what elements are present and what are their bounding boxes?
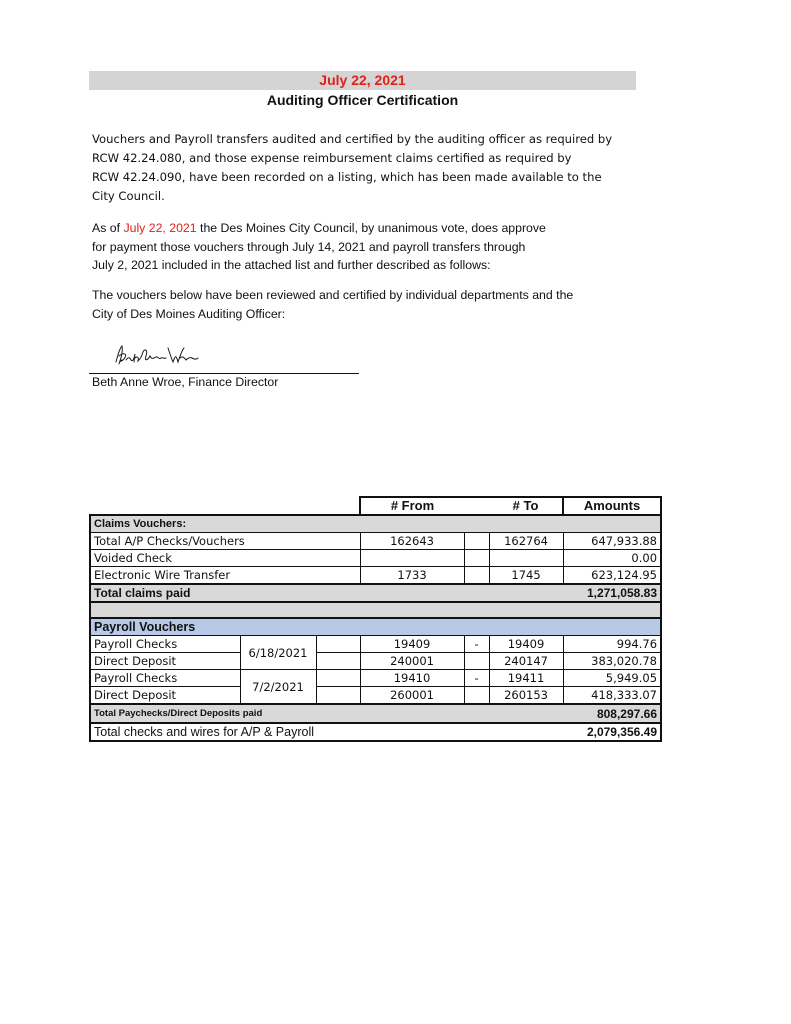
date-banner: July 22, 2021 <box>89 71 636 90</box>
text-line: RCW 42.24.080, and those expense reimbursement claims certified as required by <box>92 151 572 165</box>
section-header-payroll: Payroll Vouchers <box>90 618 661 636</box>
signature-line <box>89 373 359 374</box>
row-to: 19409 <box>489 636 563 653</box>
text-line: City Council. <box>92 189 165 203</box>
table-row <box>90 687 661 705</box>
claims-total-label: Total claims paid <box>90 584 563 602</box>
row-from: 240001 <box>360 653 464 670</box>
row-label: Payroll Checks <box>90 636 240 653</box>
claims-header-row <box>90 515 661 533</box>
text-line: RCW 42.24.090, have been recorded on a listing, which has been made available to the <box>92 170 602 184</box>
pay-date: 6/18/2021 <box>240 636 316 670</box>
row-to: 240147 <box>489 653 563 670</box>
row-label: Total A/P Checks/Vouchers <box>90 533 360 550</box>
row-dash: - <box>464 636 489 653</box>
payroll-total-label: Total Paychecks/Direct Deposits paid <box>90 704 563 723</box>
row-dash: - <box>464 670 489 687</box>
text-line: for payment those vouchers through July 14, 2021 and payroll transfers through <box>92 239 526 254</box>
text-fragment: the Des Moines City Council, by unanimous vote, does approve <box>196 221 546 235</box>
pay-date: 7/2/2021 <box>240 670 316 705</box>
row-amount: 418,333.07 <box>563 687 661 705</box>
row-amount: 994.76 <box>563 636 661 653</box>
text-line: Vouchers and Payroll transfers audited and certified by the auditing officer as required by <box>92 132 613 146</box>
table-row <box>90 533 661 550</box>
table-row <box>90 636 661 653</box>
row-label: Payroll Checks <box>90 670 240 687</box>
approval-date: July 22, 2021 <box>123 221 197 235</box>
row-to: 1745 <box>489 567 563 585</box>
row-from: 1733 <box>360 567 464 585</box>
grand-total-label: Total checks and wires for A/P & Payroll <box>90 723 563 741</box>
column-header-amounts: Amounts <box>563 497 661 515</box>
row-label: Electronic Wire Transfer <box>90 567 360 585</box>
table-row <box>90 567 661 585</box>
row-from: 19410 <box>360 670 464 687</box>
row-amount: 0.00 <box>563 550 661 567</box>
column-header-to: # To <box>489 497 563 515</box>
grand-total-row <box>90 723 661 741</box>
row-to: 162764 <box>489 533 563 550</box>
grand-total-amount: 2,079,356.49 <box>563 723 661 741</box>
row-from: 260001 <box>360 687 464 705</box>
row-amount: 647,933.88 <box>563 533 661 550</box>
column-header-from: # From <box>360 497 464 515</box>
certification-paragraph <box>92 130 632 206</box>
review-paragraph <box>92 286 632 324</box>
row-from <box>360 550 464 567</box>
payroll-total-row <box>90 704 661 723</box>
row-amount: 383,020.78 <box>563 653 661 670</box>
table-row <box>90 670 661 687</box>
row-to: 19411 <box>489 670 563 687</box>
row-from: 19409 <box>360 636 464 653</box>
row-to <box>489 550 563 567</box>
claims-total-row <box>90 584 661 602</box>
payroll-header-row <box>90 618 661 636</box>
row-label: Direct Deposit <box>90 653 240 670</box>
table-row <box>90 550 661 567</box>
row-amount: 5,949.05 <box>563 670 661 687</box>
claims-total-amount: 1,271,058.83 <box>563 584 661 602</box>
table-row <box>90 653 661 670</box>
signer-name: Beth Anne Wroe, Finance Director <box>92 375 279 389</box>
text-line: The vouchers below have been reviewed and certified by individual departments and the <box>92 288 574 302</box>
row-dash <box>464 653 489 670</box>
payroll-total-amount: 808,297.66 <box>563 704 661 723</box>
row-label: Direct Deposit <box>90 687 240 705</box>
approval-paragraph <box>92 219 632 275</box>
spacer-row <box>90 602 661 618</box>
row-label: Voided Check <box>90 550 360 567</box>
row-amount: 623,124.95 <box>563 567 661 585</box>
voucher-table <box>89 496 662 742</box>
table-header-row <box>90 497 661 515</box>
row-to: 260153 <box>489 687 563 705</box>
signature-image <box>110 340 200 370</box>
row-dash <box>464 687 489 705</box>
text-line: July 2, 2021 included in the attached list and further described as follows: <box>92 258 491 272</box>
section-header-claims: Claims Vouchers: <box>90 515 661 533</box>
text-fragment: As of <box>92 221 124 235</box>
page-title: Auditing Officer Certification <box>266 92 459 108</box>
row-from: 162643 <box>360 533 464 550</box>
text-line: City of Des Moines Auditing Officer: <box>92 307 286 321</box>
